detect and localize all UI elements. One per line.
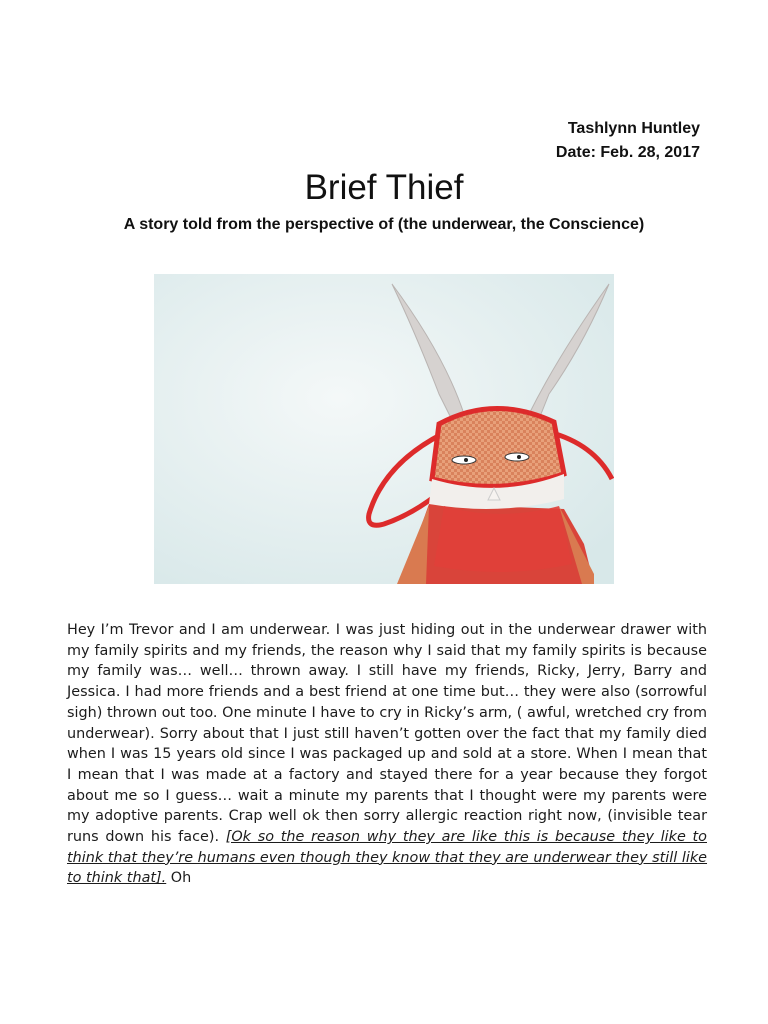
- page-title: Brief Thief: [304, 168, 464, 207]
- author-name: Tashlynn Huntley: [567, 120, 700, 137]
- story-text: Hey I’m Trevor and I am underwear. I was just hiding out in the underwear drawer with my family spirits and my friends, the reason why I said that my family spirits is because my family was… well… thrown away. I still have my friends, Ricky, Jerry, Barry and Jessica. I had more friends and a best friend at one time but… they were also (sorrowful sigh) thrown out too. One minute I have to cry in Ricky’s arm, ( awful, wretched cry from underwear). Sorry about that I just still haven’t gotten over the fact that my family died when I was 15 years old since I was packaged up and sold at a store. When I mean that I mean that I was made at a factory and stayed there for a year because they forgot about me so I guess… wait a minute my parents that I thought were my parents were my adoptive parents. Crap well ok then sorry allergic reaction right now, (invisible tear runs down his face).: [67, 622, 707, 846]
- author-block: [556, 117, 700, 165]
- story-paragraph: [67, 620, 707, 889]
- story-aside: [Ok so the reason why they are like this is because they like to think that they’re humans even though they know that they are underwear they still like to think that].: [67, 829, 708, 887]
- character-fur: [434, 506, 572, 572]
- underwear-character-illustration-icon: [154, 274, 614, 584]
- character-head: [432, 408, 564, 486]
- story-continuation: Oh: [166, 870, 192, 887]
- document-date: Date: Feb. 28, 2017: [555, 144, 700, 161]
- page-subtitle: A story told from the perspective of (the underwear, the Conscience): [123, 216, 645, 233]
